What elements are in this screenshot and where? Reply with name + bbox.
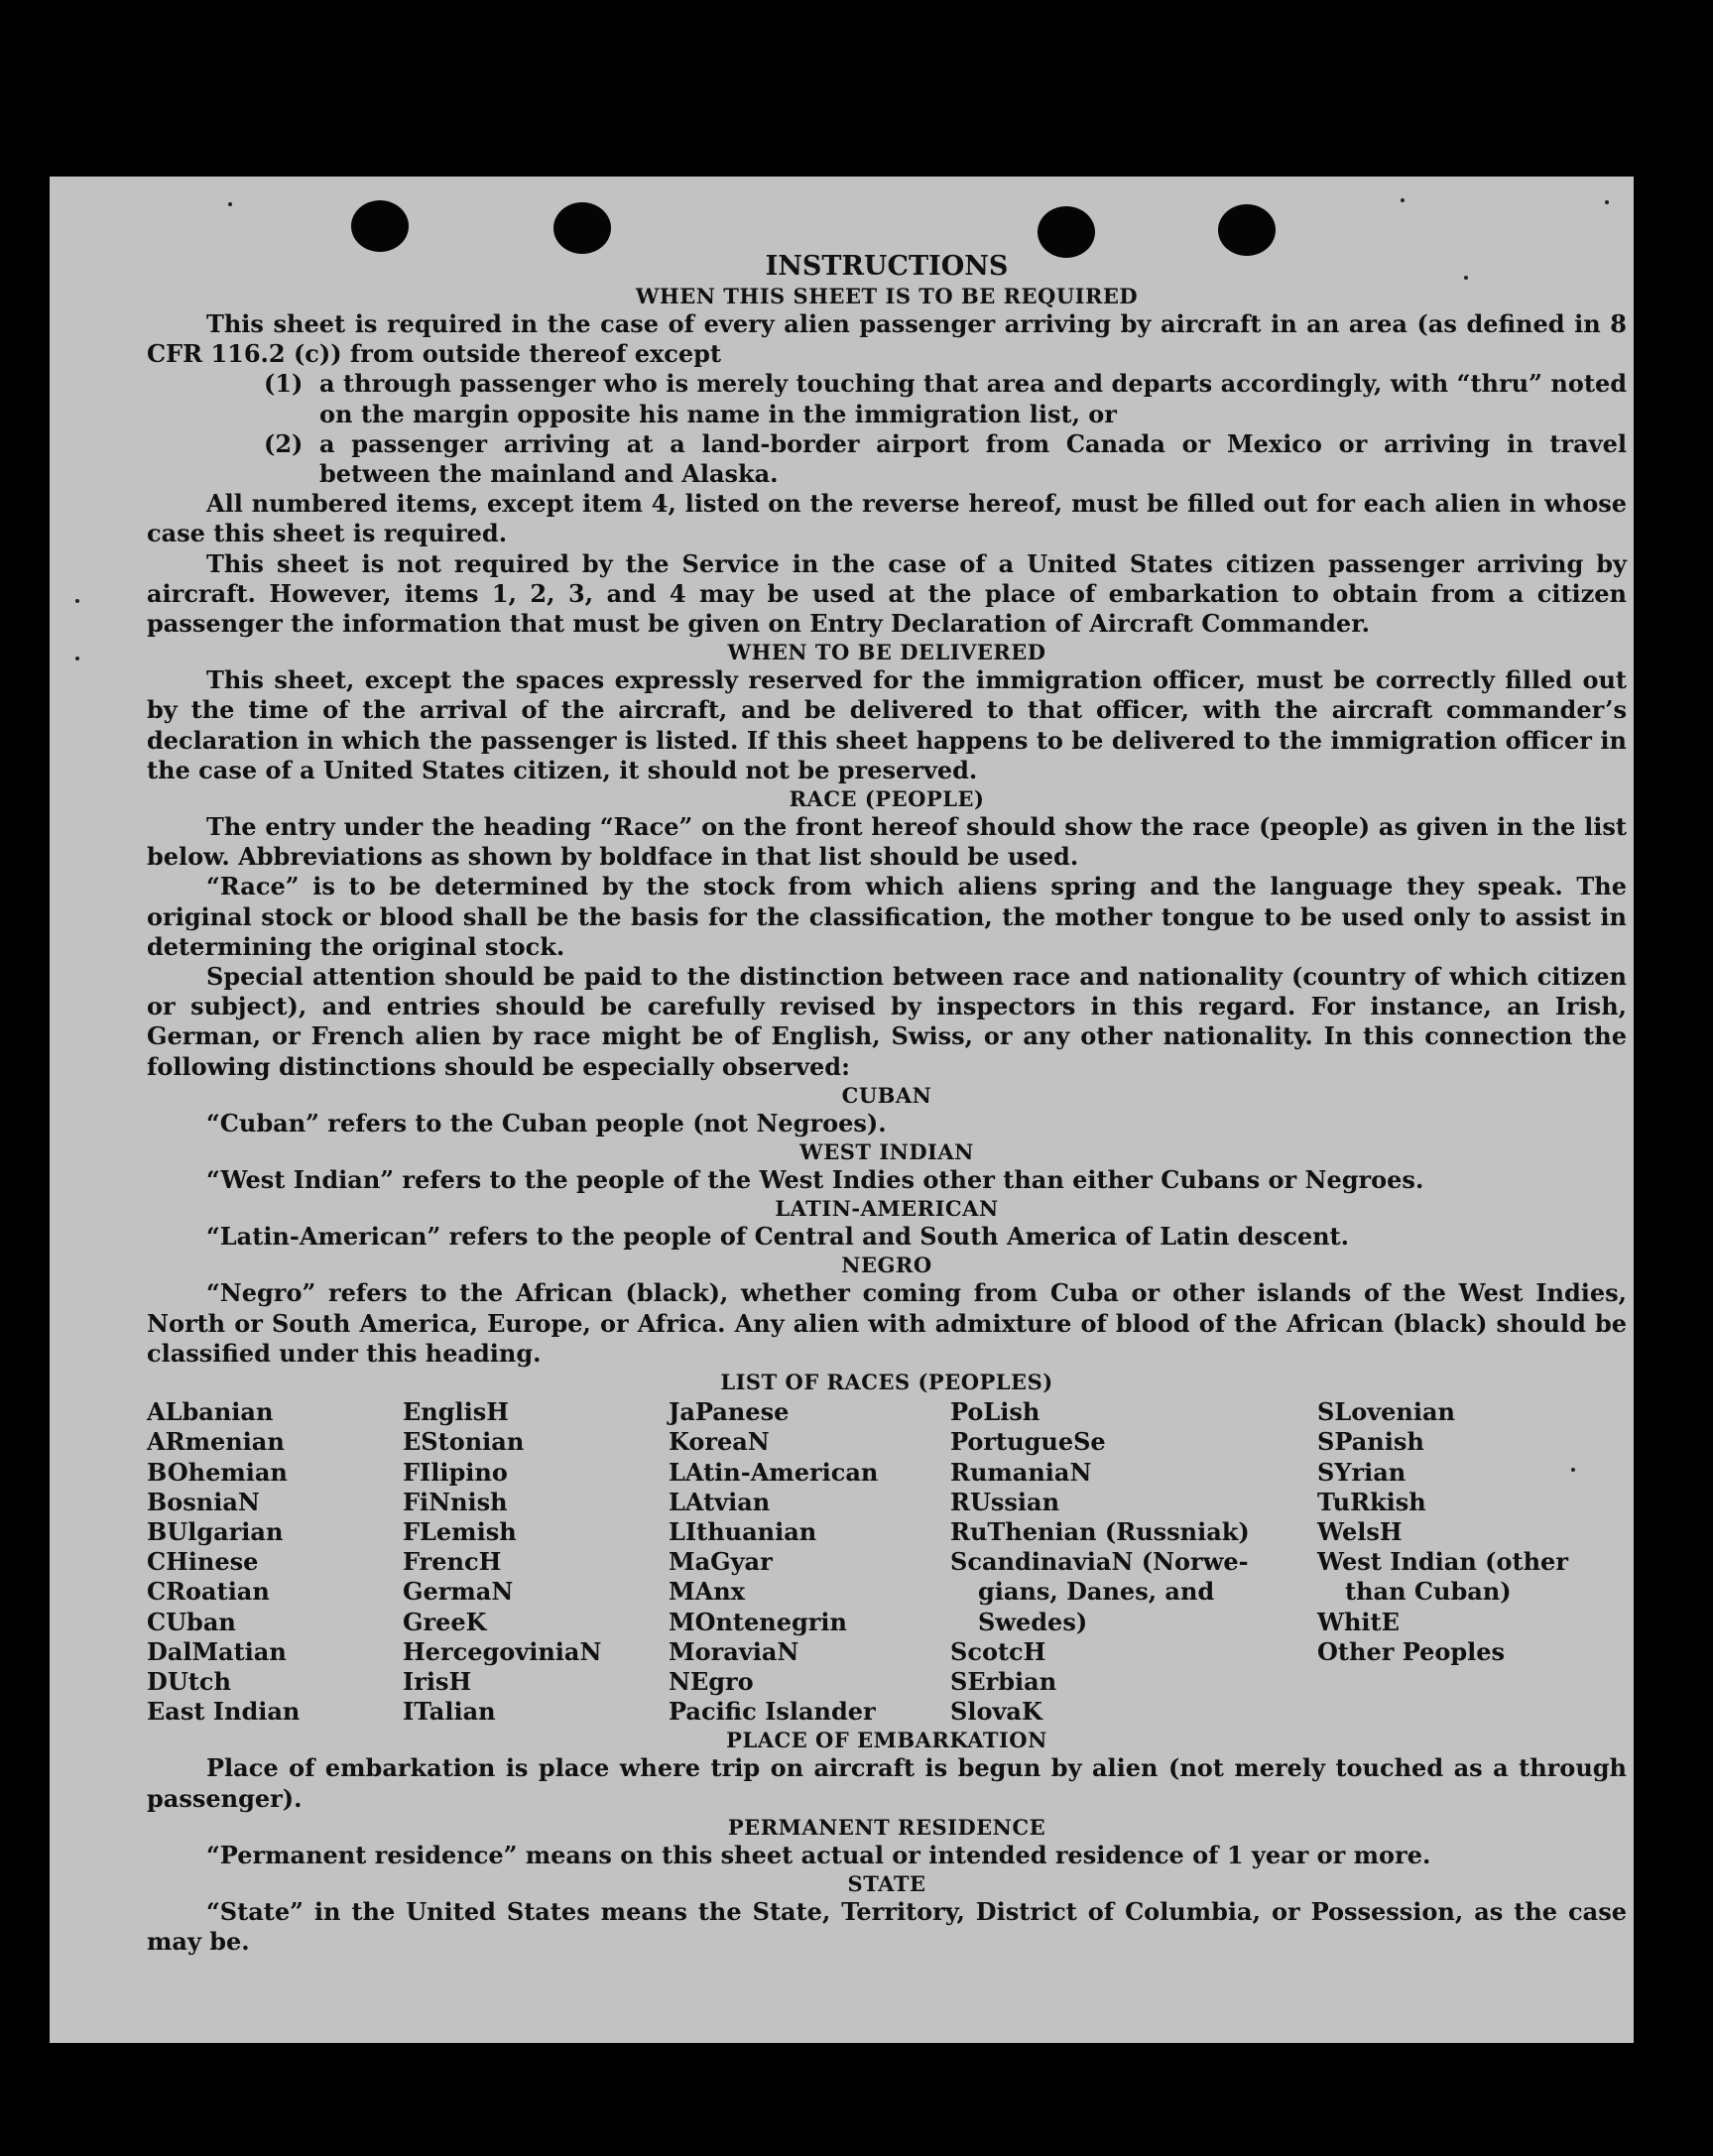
race-item: CHinese: [147, 1547, 259, 1577]
section-heading-races: LIST OF RACES (PEOPLES): [720, 1370, 1053, 1395]
list-number: (2): [264, 428, 304, 458]
race-item: DalMatian: [147, 1636, 287, 1666]
race-column: [669, 1397, 950, 1727]
list-text: a passenger arriving at a land-border airport from Canada or Mexico or arriving in travel between the mainland and Alaska.: [319, 428, 1627, 489]
speck: [75, 599, 79, 603]
race-item: LAtvian: [669, 1487, 771, 1516]
list-item: [264, 429, 1627, 489]
race-item: RumaniaN: [950, 1457, 1092, 1487]
document-page: [50, 177, 1634, 2043]
paragraph: “Negro” refers to the African (black), whether coming from Cuba or other islands of the West Indies, North or South America, Europe, or Africa. Any alien with admixture of blood of the African (black) should be classified under this heading.: [147, 1278, 1627, 1368]
race-item: FLemish: [403, 1516, 517, 1546]
race-item: ScandinaviaN (Norwe-: [950, 1547, 1249, 1577]
race-item: LAtin-American: [669, 1457, 879, 1487]
section-heading-race: RACE (PEOPLE): [789, 786, 985, 812]
instructions-text: [147, 251, 1627, 1957]
race-item: NEgro: [669, 1666, 754, 1696]
section-heading-required: WHEN THIS SHEET IS TO BE REQUIRED: [635, 284, 1139, 308]
paragraph: “State” in the United States means the State, Territory, District of Columbia, or Possession, as the case may be.: [147, 1896, 1627, 1957]
race-item: WelsH: [1317, 1516, 1403, 1546]
race-item: GermaN: [403, 1577, 514, 1607]
race-item: ScotcH: [950, 1636, 1046, 1666]
paragraph: Special attention should be paid to the distinction between race and nationality (country of which citizen or subject), and entries should be carefully revised by inspectors in this regard. For instance, an Irish, German, or French alien by race might be of English, Swiss, or any other nationality. In this connection the following distinctions should be especially observed:: [147, 962, 1627, 1081]
race-item: BosniaN: [147, 1487, 260, 1516]
race-item: SLovenian: [1317, 1397, 1455, 1427]
race-item: IrisH: [403, 1666, 472, 1696]
list-number: (1): [264, 369, 304, 399]
definition: “Cuban” refers to the Cuban people (not Negroes).: [206, 1108, 887, 1138]
race-item: RuThenian (Russniak): [950, 1516, 1250, 1546]
section-heading-west-indian: WEST INDIAN: [799, 1139, 974, 1165]
speck: [228, 202, 232, 206]
speck: [1401, 198, 1405, 202]
race-item: EnglisH: [403, 1397, 509, 1427]
race-item: CRoatian: [147, 1577, 270, 1607]
list-text: a through passenger who is merely touching that area and departs accordingly, with “thru” noted on the margin opposite his name in the immigration list, or: [319, 369, 1627, 428]
speck: [75, 657, 79, 660]
race-item: JaPanese: [669, 1397, 790, 1427]
race-item: Pacific Islander: [669, 1697, 876, 1727]
race-item: SPanish: [1317, 1427, 1424, 1457]
race-item: East Indian: [147, 1697, 301, 1727]
definition: “Latin-American” refers to the people of Central and South America of Latin descent.: [206, 1222, 1349, 1252]
paragraph: This sheet, except the spaces expressly reserved for the immigration officer, must be correctly filled out by the time of the arrival of the aircraft, and be delivered to that officer, with the aircraft commander’s declaration in which the passenger is listed. If this sheet happens to be delivered to the immigration officer in the case of a United States citizen, it should not be preserved.: [147, 665, 1627, 784]
speck: [1605, 200, 1609, 204]
paragraph: The entry under the heading “Race” on the front hereof should show the race (people) as given in the list below. Abbreviations as shown by boldface in that list should be used.: [147, 812, 1627, 872]
definition: “West Indian” refers to the people of the West Indies other than either Cubans or Negroes.: [206, 1165, 1424, 1195]
race-item: BUlgarian: [147, 1516, 284, 1546]
race-item: FrencH: [403, 1547, 502, 1577]
paragraph: “Race” is to be determined by the stock from which aliens spring and the language they speak. The original stock or blood shall be the basis for the classification, the mother tongue to be used only to assist in determining the original stock.: [147, 872, 1627, 961]
race-item: BOhemian: [147, 1457, 288, 1487]
race-column: [147, 1397, 403, 1727]
race-item: than Cuban): [1345, 1577, 1512, 1607]
race-item: FIlipino: [403, 1457, 508, 1487]
list-item: [264, 369, 1627, 428]
race-item: EStonian: [403, 1427, 525, 1457]
paragraph: This sheet is required in the case of every alien passenger arriving by aircraft in an area (as defined in 8 CFR 116.2 (c)) from outside thereof except: [147, 309, 1627, 369]
section-heading-negro: NEGRO: [841, 1253, 932, 1278]
race-item: GreeK: [403, 1607, 487, 1636]
race-item: PoLish: [950, 1397, 1040, 1427]
race-item: ARmenian: [147, 1427, 285, 1457]
paragraph: “Permanent residence” means on this sheet actual or intended residence of 1 year or more.: [206, 1840, 1431, 1869]
section-heading-embarkation: PLACE OF EMBARKATION: [726, 1728, 1047, 1753]
punch-hole: [1218, 204, 1276, 256]
section-heading-state: STATE: [847, 1870, 926, 1896]
race-item: SlovaK: [950, 1697, 1042, 1727]
race-item: FiNnish: [403, 1487, 508, 1516]
page-title: INSTRUCTIONS: [765, 251, 1009, 282]
race-item: MoraviaN: [669, 1636, 799, 1666]
race-item: SYrian: [1317, 1457, 1407, 1487]
race-item: MAnx: [669, 1577, 745, 1607]
race-item: West Indian (other: [1317, 1547, 1568, 1577]
race-column: [1317, 1397, 1605, 1727]
section-heading-residence: PERMANENT RESIDENCE: [727, 1814, 1046, 1840]
race-item: KoreaN: [669, 1427, 770, 1457]
paragraph: This sheet is not required by the Service in the case of a United States citizen passenger arriving by aircraft. However, items 1, 2, 3, and 4 may be used at the place of embarkation to obtain from a citizen passenger the information that must be given on Entry Declaration of Aircraft Commander.: [147, 548, 1627, 639]
race-item: LIthuanian: [669, 1516, 817, 1546]
race-item: Other Peoples: [1317, 1636, 1506, 1666]
race-item: gians, Danes, and: [978, 1577, 1215, 1607]
race-item: MaGyar: [669, 1547, 773, 1577]
race-item: HercegoviniaN: [403, 1636, 602, 1666]
race-item: MOntenegrin: [669, 1607, 847, 1636]
race-item: SErbian: [950, 1666, 1057, 1696]
paragraph: Place of embarkation is place where trip on aircraft is begun by alien (not merely touched as a through passenger).: [147, 1753, 1627, 1813]
paragraph: All numbered items, except item 4, listed on the reverse hereof, must be filled out for each alien in whose case this sheet is required.: [147, 489, 1627, 548]
race-item: RUssian: [950, 1487, 1060, 1516]
race-item: CUban: [147, 1607, 236, 1636]
race-item: ALbanian: [147, 1397, 274, 1427]
race-item: ITalian: [403, 1697, 496, 1727]
race-column: [950, 1397, 1317, 1727]
race-item: PortugueSe: [950, 1427, 1106, 1457]
section-heading-delivered: WHEN TO BE DELIVERED: [727, 640, 1046, 665]
race-item: DUtch: [147, 1666, 231, 1696]
race-list: [147, 1397, 1627, 1727]
race-column: [403, 1397, 669, 1727]
punch-hole: [553, 202, 611, 254]
race-item: Swedes): [978, 1607, 1088, 1636]
section-heading-latin-american: LATIN-AMERICAN: [775, 1196, 999, 1222]
section-heading-cuban: CUBAN: [841, 1082, 932, 1108]
punch-hole: [351, 200, 409, 252]
race-item: WhitE: [1317, 1607, 1400, 1636]
race-item: TuRkish: [1317, 1487, 1426, 1516]
